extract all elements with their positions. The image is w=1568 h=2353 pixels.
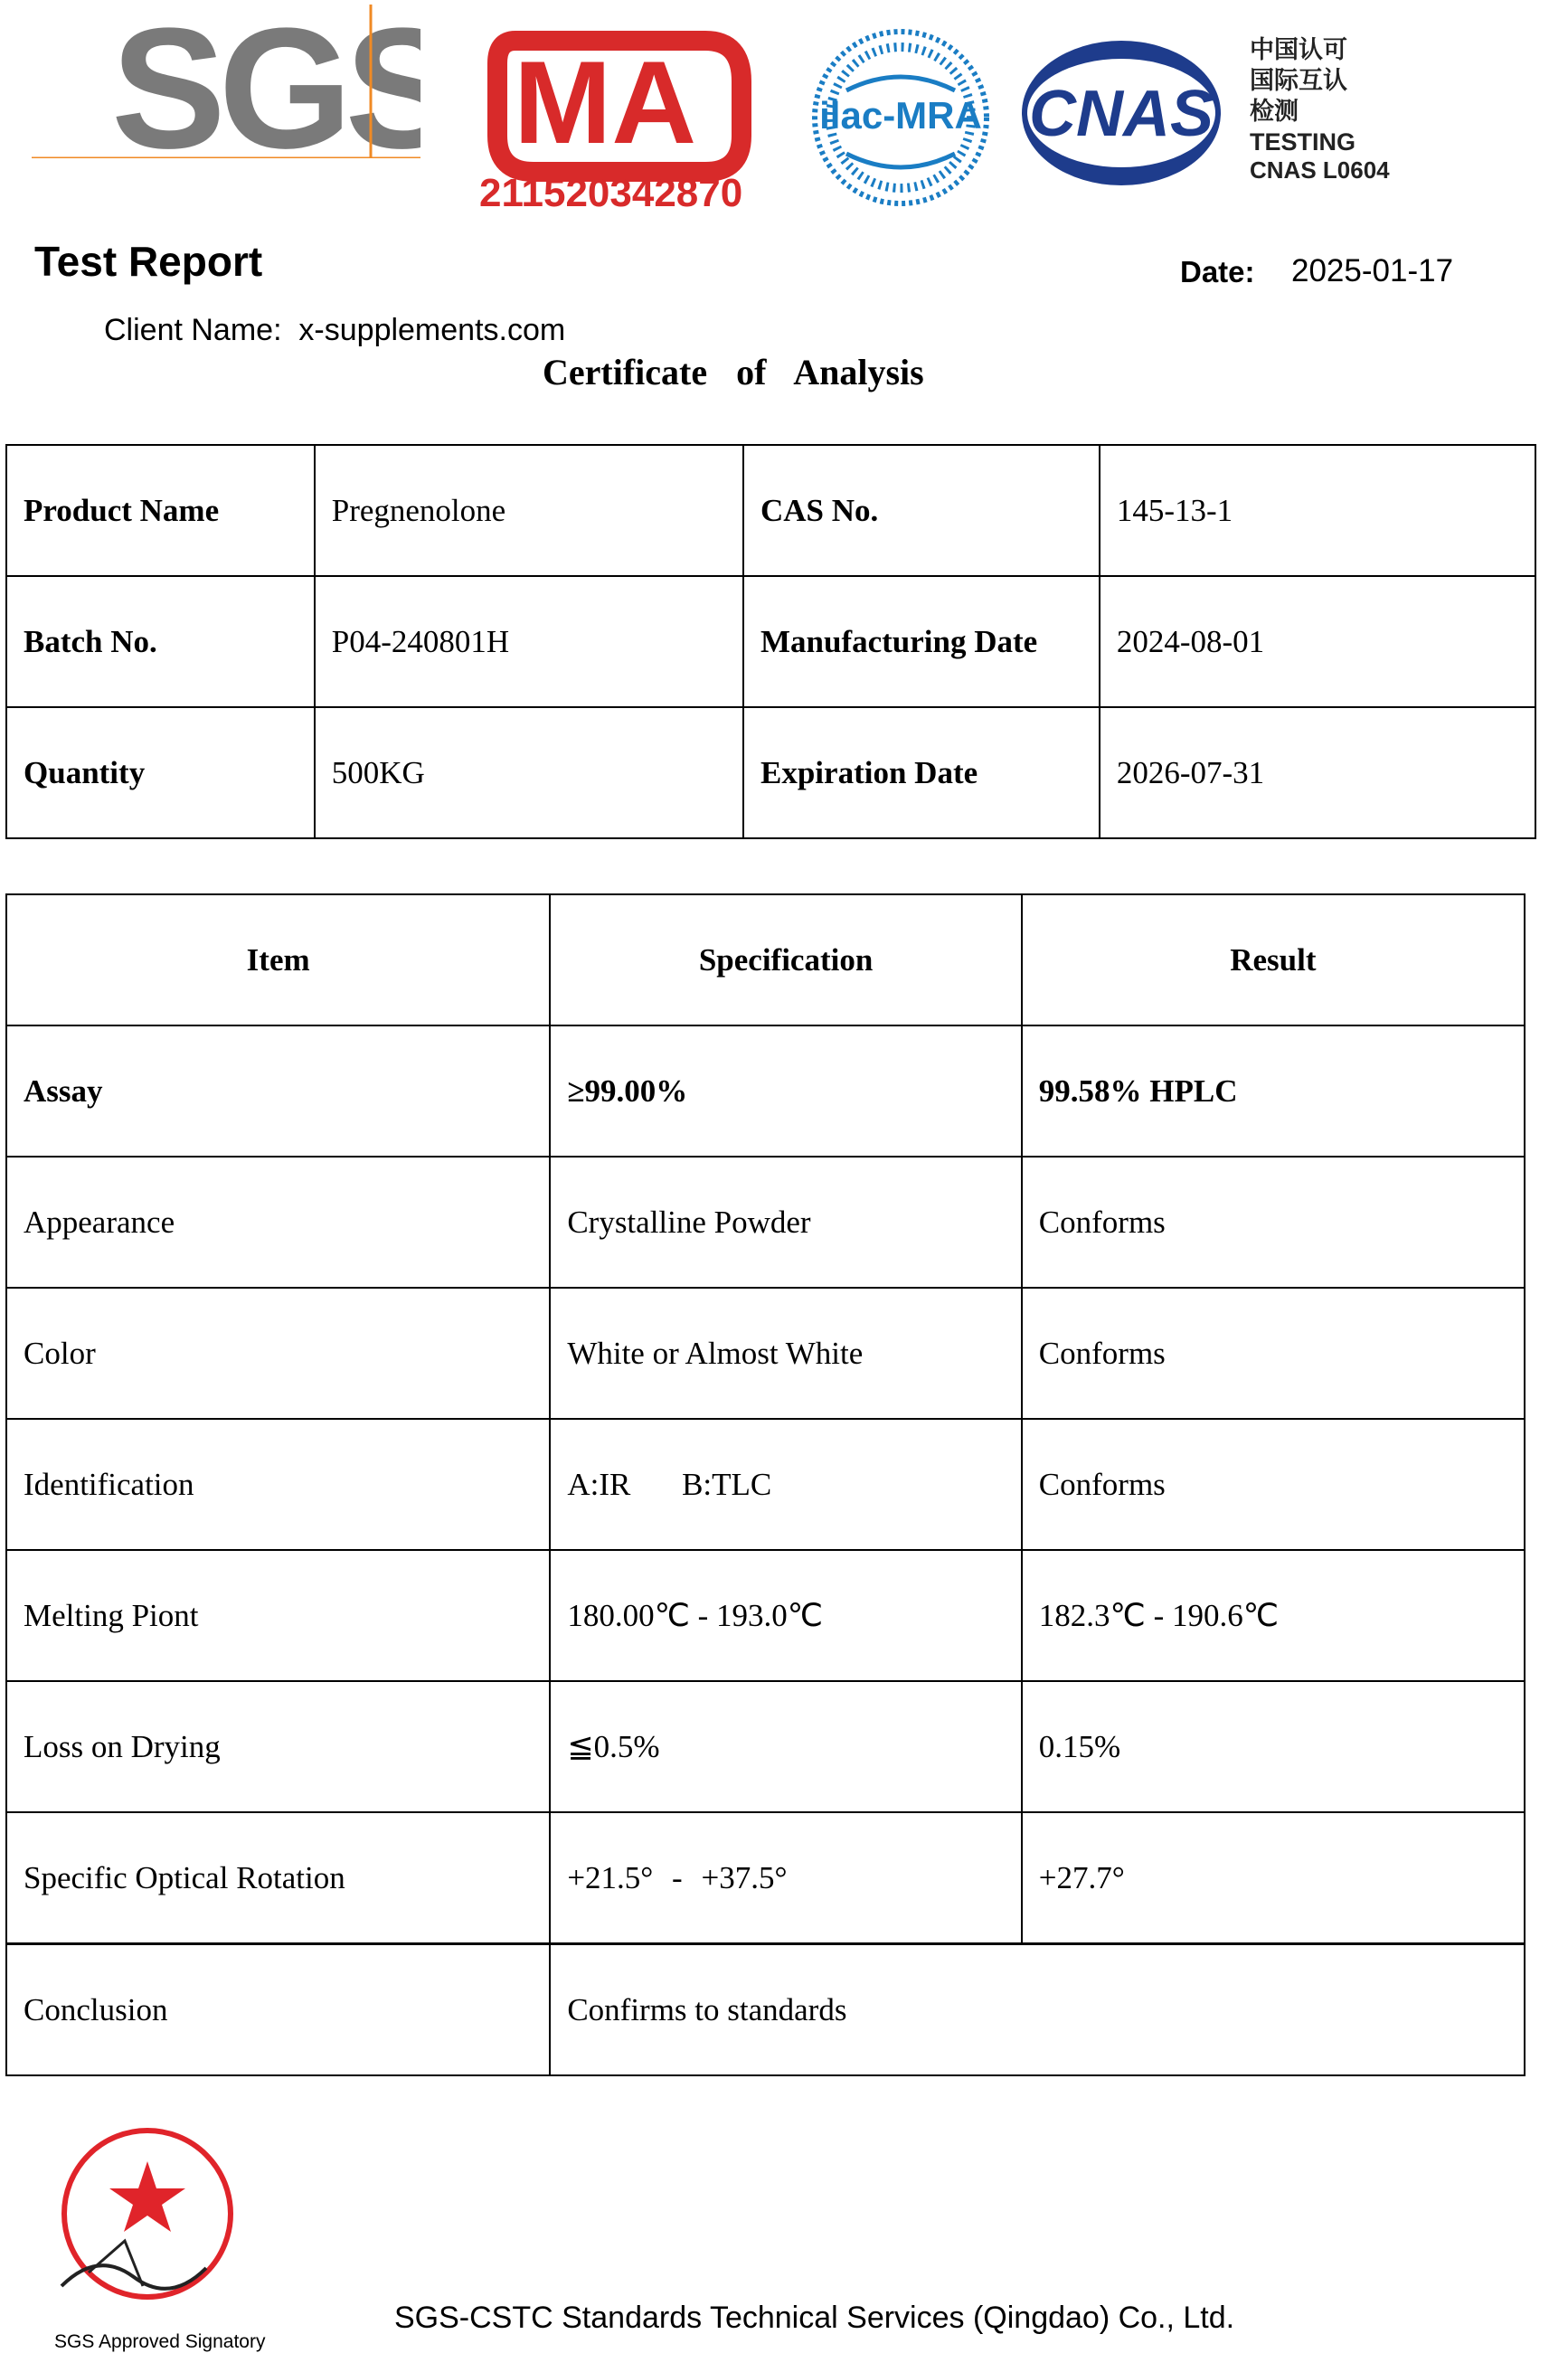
column-header-result: Result [1022, 894, 1525, 1025]
cnas-text: CNAS [1028, 78, 1214, 150]
cas-value: 145-13-1 [1100, 445, 1535, 576]
expiration-date-label: Expiration Date [743, 707, 1100, 838]
date-label: Date: [1180, 255, 1255, 288]
result-cell: +27.7° [1022, 1812, 1525, 1944]
batch-label: Batch No. [6, 576, 315, 707]
table-row [6, 576, 1535, 707]
table-row [6, 445, 1535, 576]
item-cell: Loss on Drying [6, 1681, 550, 1812]
certificate-title: Certificate of Analysis [543, 352, 924, 392]
spec-cell: +21.5° - +37.5° [550, 1812, 1021, 1944]
table-row [6, 707, 1535, 838]
sgs-logo-text: SGS [111, 5, 420, 158]
cma-logo [479, 27, 760, 208]
report-title: Test Report [34, 238, 263, 285]
item-cell: Specific Optical Rotation [6, 1812, 550, 1944]
spec-cell: A:IR B:TLC [550, 1419, 1021, 1550]
table-row [6, 1681, 1525, 1812]
table-row [6, 1419, 1525, 1550]
cnas-code: CNAS L0604 [1250, 156, 1390, 184]
spec-cell: White or Almost White [550, 1288, 1021, 1419]
product-name-value: Pregnenolone [315, 445, 743, 576]
date-value: 2025-01-17 [1291, 253, 1454, 288]
ilac-mra-logo [810, 27, 991, 208]
table-row [6, 1812, 1525, 1944]
spec-cell: ≦0.5% [550, 1681, 1021, 1812]
client-label: Client Name: [104, 313, 282, 347]
product-info-table [5, 444, 1536, 839]
quantity-label: Quantity [6, 707, 315, 838]
table-row [6, 1157, 1525, 1288]
quantity-value: 500KG [315, 707, 743, 838]
company-name: SGS-CSTC Standards Technical Services (Qingdao) Co., Ltd. [394, 2301, 1235, 2335]
spec-cell: ≥99.00% [550, 1025, 1021, 1157]
result-cell: Conforms [1022, 1288, 1525, 1419]
expiration-date-value: 2026-07-31 [1100, 707, 1535, 838]
result-cell: Conforms [1022, 1157, 1525, 1288]
result-cell: 0.15% [1022, 1681, 1525, 1812]
table-row [6, 1550, 1525, 1681]
table-header-row [6, 894, 1525, 1025]
item-cell: Melting Piont [6, 1550, 550, 1681]
result-cell: 182.3℃ - 190.6℃ [1022, 1550, 1525, 1681]
stamp-star-icon [109, 2161, 185, 2232]
item-cell: Appearance [6, 1157, 550, 1288]
result-cell: 99.58% HPLC [1022, 1025, 1525, 1157]
batch-value: P04-240801H [315, 576, 743, 707]
table-row [6, 1025, 1525, 1157]
column-header-item: Item [6, 894, 550, 1025]
cma-letters: MA [514, 36, 697, 168]
signatory-label: SGS Approved Signatory [54, 2331, 266, 2352]
spec-cell: Crystalline Powder [550, 1157, 1021, 1288]
manufacturing-date-value: 2024-08-01 [1100, 576, 1535, 707]
cnas-caption [1250, 34, 1431, 184]
cnas-testing: TESTING [1250, 128, 1356, 156]
cas-label: CAS No. [743, 445, 1100, 576]
result-cell: Conforms [1022, 1419, 1525, 1550]
client-value: x-supplements.com [298, 313, 566, 347]
table-row [6, 1288, 1525, 1419]
cma-number: 211520342870 [479, 171, 743, 208]
column-header-specification: Specification [550, 894, 1021, 1025]
client-name [104, 313, 565, 348]
ilac-text: ilac-MRA [819, 94, 982, 137]
spec-cell: 180.00℃ - 193.0℃ [550, 1550, 1021, 1681]
product-name-label: Product Name [6, 445, 315, 576]
item-cell: Identification [6, 1419, 550, 1550]
item-cell: Color [6, 1288, 550, 1419]
analysis-table [5, 893, 1525, 2076]
conclusion-row [6, 1944, 1525, 2076]
item-cell: Assay [6, 1025, 550, 1157]
cnas-caption-cn: 中国认可 国际互认 检测 [1250, 36, 1347, 125]
conclusion-label: Conclusion [6, 1944, 550, 2076]
official-stamp [34, 2114, 260, 2304]
sgs-logo [32, 5, 420, 158]
conclusion-value: Confirms to standards [550, 1944, 1525, 2076]
manufacturing-date-label: Manufacturing Date [743, 576, 1100, 707]
cnas-logo [1017, 36, 1225, 190]
